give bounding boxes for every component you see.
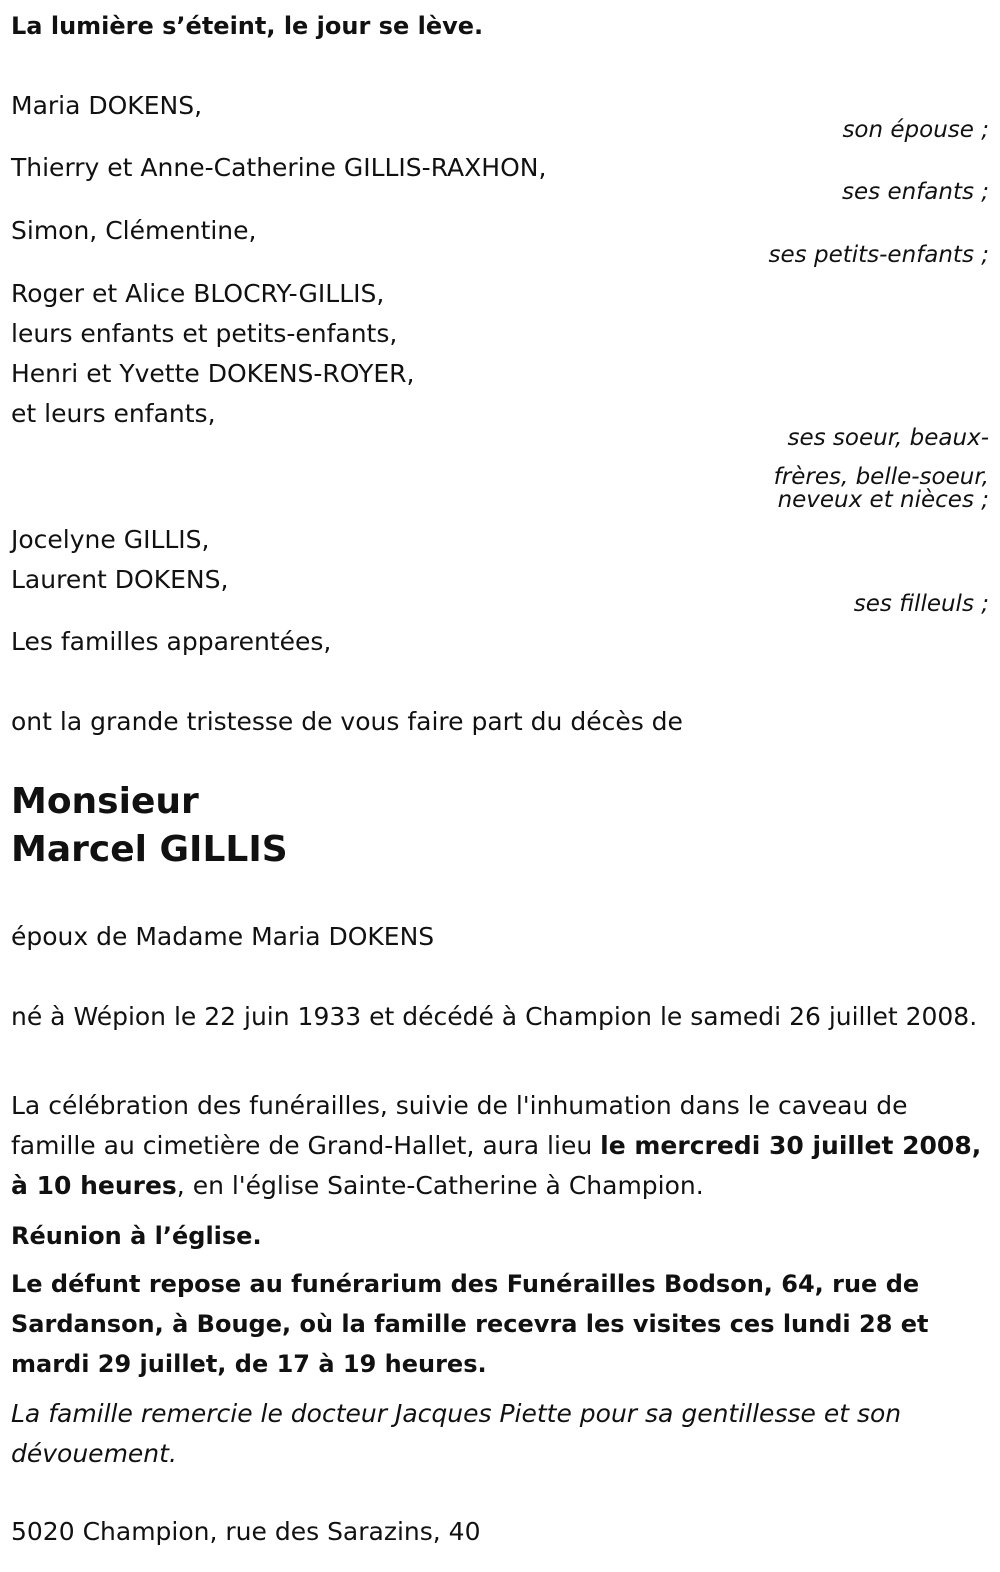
siblings-relation-line-3: neveux et nièces ; <box>777 487 989 513</box>
visitation-note: Le défunt repose au funérarium des Funérailles Bodson, 64, rue de Sardanson, à Bouge, où la famille recevra les visites ces lundi 28 et mardi 29 juillet, de 17 à 19 heures. <box>11 1270 929 1378</box>
funeral-details <box>11 1086 986 1206</box>
godchildren-relation: ses filleuls ; <box>853 591 989 617</box>
siblings-line-3: Henri et Yvette DOKENS-ROYER, <box>11 359 415 388</box>
siblings-line-2: leurs enfants et petits-enfants, <box>11 319 398 348</box>
children-name: Thierry et Anne-Catherine GILLIS-RAXHON, <box>11 153 547 182</box>
children-relation: ses enfants ; <box>842 179 989 205</box>
siblings-relation-line-1: ses soeur, beaux- <box>787 425 989 451</box>
siblings-line-1: Roger et Alice BLOCRY-GILLIS, <box>11 279 385 308</box>
related-families: Les familles apparentées, <box>11 627 332 656</box>
deceased-title: Monsieur <box>11 781 199 822</box>
funeral-date: le mercredi 30 juillet 2008, à 10 heures <box>11 1131 982 1200</box>
spouse-name: Maria DOKENS, <box>11 91 203 120</box>
motto: La lumière s’éteint, le jour se lève. <box>11 12 484 40</box>
spouse-relation: son épouse ; <box>842 117 989 143</box>
godchildren-line-2: Laurent DOKENS, <box>11 565 229 594</box>
address: 5020 Champion, rue des Sarazins, 40 <box>11 1517 481 1546</box>
birth-death: né à Wépion le 22 juin 1933 et décédé à Champion le samedi 26 juillet 2008. <box>11 1002 978 1031</box>
announcement: ont la grande tristesse de vous faire part du décès de <box>11 707 683 736</box>
obituary-notice <box>11 0 989 1572</box>
deceased-name: Marcel GILLIS <box>11 829 288 870</box>
grandchildren-relation: ses petits-enfants ; <box>768 242 989 268</box>
funeral-place: , en l'église Sainte-Catherine à Champion. <box>176 1171 704 1200</box>
siblings-line-4: et leurs enfants, <box>11 399 216 428</box>
godchildren-line-1: Jocelyne GILLIS, <box>11 525 210 554</box>
siblings-relation-line-2: frères, belle-soeur, <box>773 464 989 490</box>
thanks-note: La famille remercie le docteur Jacques Piette pour sa gentillesse et son dévouement. <box>11 1399 902 1468</box>
funeral-intro: La célébration des funérailles, suivie de l'inhumation dans le caveau de famille au cimetière de Grand-Hallet, aura lieu <box>11 1091 908 1160</box>
meeting-note: Réunion à l’église. <box>11 1222 262 1250</box>
spouse-note: époux de Madame Maria DOKENS <box>11 922 435 951</box>
grandchildren-name: Simon, Clémentine, <box>11 216 257 245</box>
